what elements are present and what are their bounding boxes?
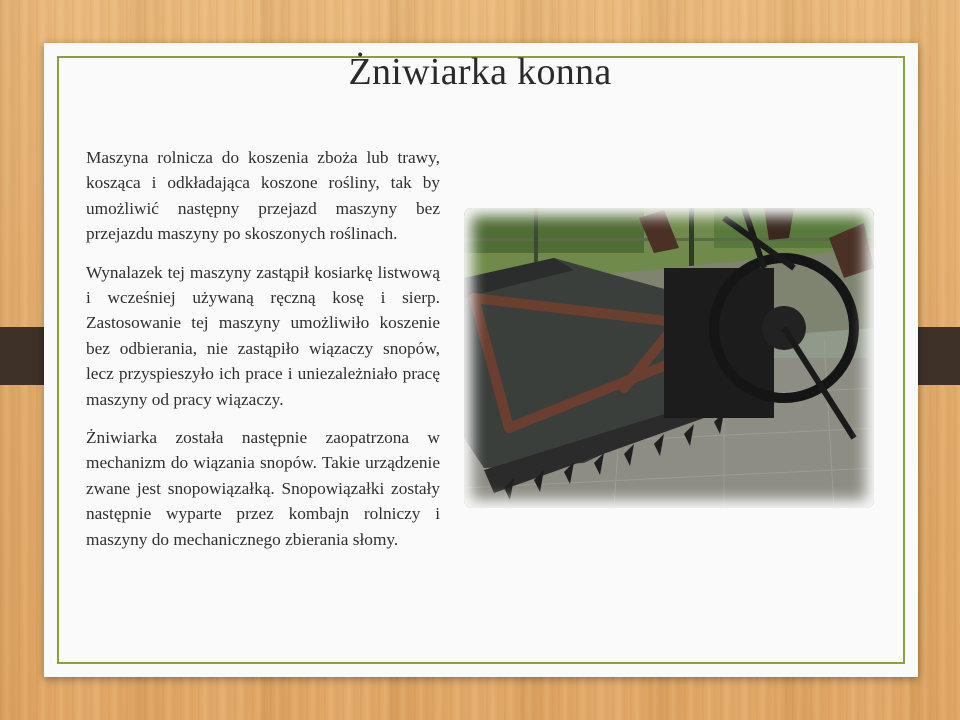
- slide-body-text: [86, 145, 440, 565]
- paragraph-1: Maszyna rolnicza do koszenia zboża lub trawy, kosząca i odkładająca koszone rośliny, tak by umożliwić następny przejazd maszyny bez przejazdu maszyny po skoszonych roślinach.: [86, 148, 440, 244]
- reaper-photo: [464, 208, 874, 508]
- slide-title: Żniwiarka konna: [348, 51, 612, 93]
- paragraph-2: Wynalazek tej maszyny zastąpił kosiarkę listwową i wcześniej używaną ręczną kosę i sierp. Zastosowanie tej maszyny umożliwiło koszenie bez odbierania, nie zastąpiło wiązaczy snopów, lecz przyspieszyło ich prace i uniezależniało pracę maszyny od pracy wiązaczy.: [86, 262, 440, 409]
- paragraph-3: Żniwiarka została następnie zaopatrzona w mechanizm do wiązania snopów. Takie urządzenie zwane jest snopowiązałką. Snopowiązałki zostały następnie wyparte przez kombajn rolniczy i maszyny do mechanicznego zbierania słomy.: [86, 428, 440, 549]
- reaper-illustration: [464, 208, 874, 508]
